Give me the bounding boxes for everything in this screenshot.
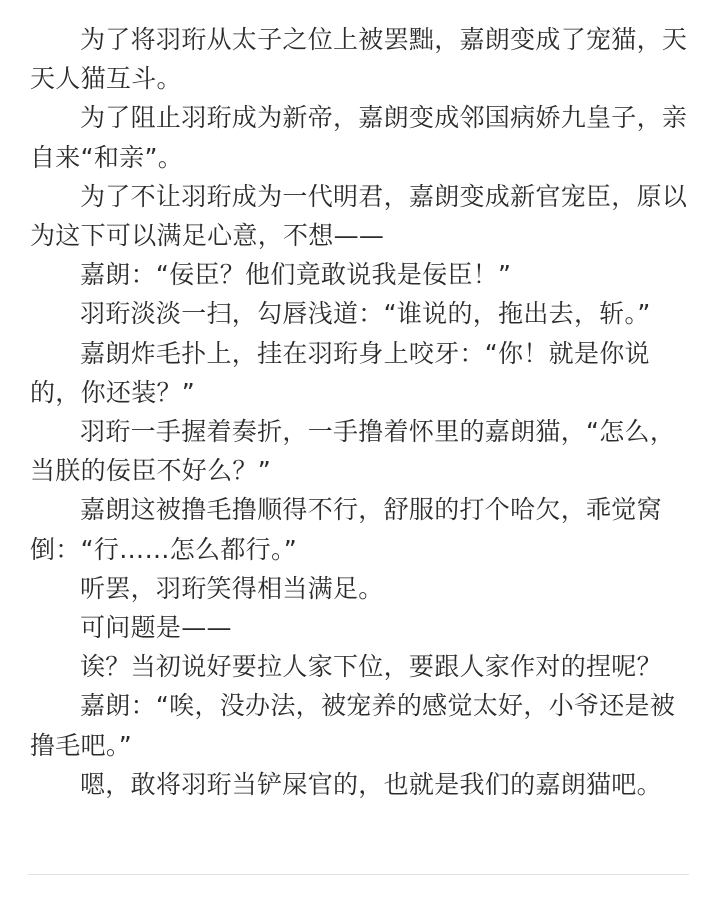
- paragraph: 嘉朗：“唉，没办法，被宠养的感觉太好，小爷还是被撸毛吧。”: [30, 691, 676, 760]
- paragraph: 嘉朗炸毛扑上，挂在羽珩身上咬牙：“你！就是你说的，你还装？”: [30, 338, 650, 407]
- paragraph: 听罢，羽珩笑得相当满足。: [80, 573, 384, 603]
- paragraph: 为了阻止羽珩成为新帝，嘉朗变成邻国病娇九皇子，亲自来“和亲”。: [30, 103, 688, 172]
- article-body: [30, 20, 690, 804]
- paragraph: 嘉朗：“佞臣？他们竟敢说我是佞臣！”: [80, 260, 512, 290]
- paragraph: 为了不让羽珩成为一代明君，嘉朗变成新官宠臣，原以为这下可以满足心意，不想——: [30, 181, 688, 251]
- paragraph: 诶？当初说好要拉人家下位，要跟人家作对的捏呢？: [80, 652, 662, 682]
- paragraph: 嘉朗这被撸毛撸顺得不行，舒服的打个哈欠，乖觉窝倒：“行……怎么都行。”: [30, 495, 662, 564]
- paragraph: 羽珩一手握着奏折，一手撸着怀里的嘉朗猫，“怎么，当朕的佞臣不好么？”: [30, 417, 676, 486]
- paragraph: 为了将羽珩从太子之位上被罢黜，嘉朗变成了宠猫，天天人猫互斗。: [30, 25, 688, 94]
- paragraph: 羽珩淡淡一扫，勾唇浅道：“谁说的，拖出去，斩。”: [80, 299, 651, 329]
- paragraph: 嗯，敢将羽珩当铲屎官的，也就是我们的嘉朗猫吧。: [80, 769, 662, 799]
- paragraph: 可问题是——: [80, 613, 232, 643]
- bottom-divider: [28, 874, 689, 875]
